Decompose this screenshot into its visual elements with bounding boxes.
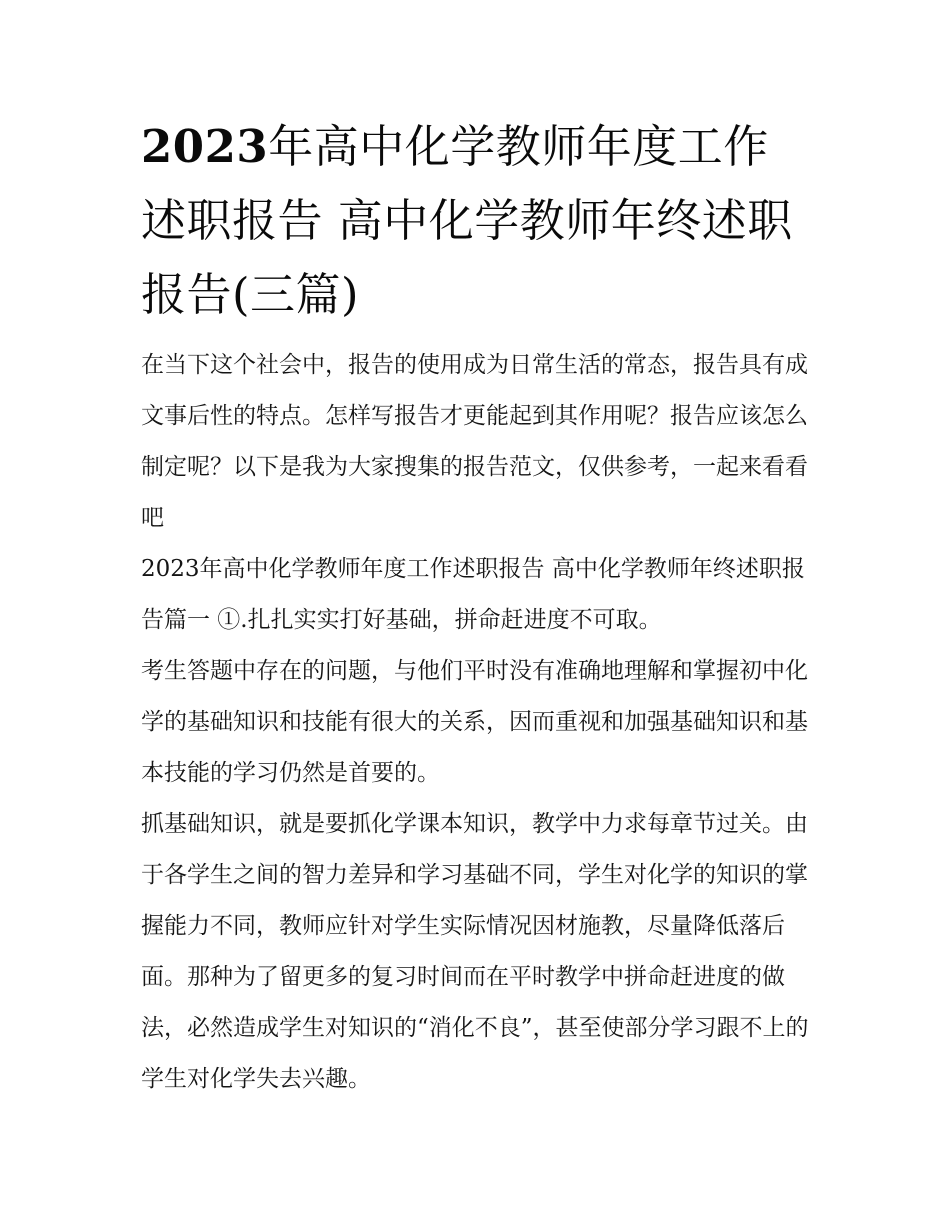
title-text: 年高中化学教师年度工作述职报告 高中化学教师年终述职报告(三篇) [141,120,793,321]
document-title [141,110,813,332]
document-body [141,110,813,1105]
section-heading-paragraph: 2023年高中化学教师年度工作述职报告 高中化学教师年终述职报告篇一 ①.扎扎实实打好基础，拼命赶进度不可取。 [141,556,805,633]
body-paragraph: 考生答题中存在的问题，与他们平时没有准确地理解和掌握初中化学的基础知识和技能有很大的关系，因而重视和加强基础知识和基本技能的学习仍然是首要的。 [141,658,808,786]
title-year: 2023 [141,120,269,173]
body-paragraph: 抓基础知识，就是要抓化学课本知识，教学中力求每章节过关。由于各学生之间的智力差异和学习基础不同，学生对化学的知识的掌握能力不同，教师应针对学生实际情况因材施教，尽量降低落后面。那种为了留更多的复习时间而在平时教学中拼命赶进度的做法，必然造成学生对知识的“消化不良”，甚至使部分学习跟不上的学生对化学失去兴趣。 [141,811,809,1092]
intro-paragraph: 在当下这个社会中，报告的使用成为日常生活的常态，报告具有成文事后性的特点。怎样写报告才更能起到其作用呢？报告应该怎么制定呢？以下是我为大家搜集的报告范文，仅供参考，一起来看看吧 [141,352,808,531]
